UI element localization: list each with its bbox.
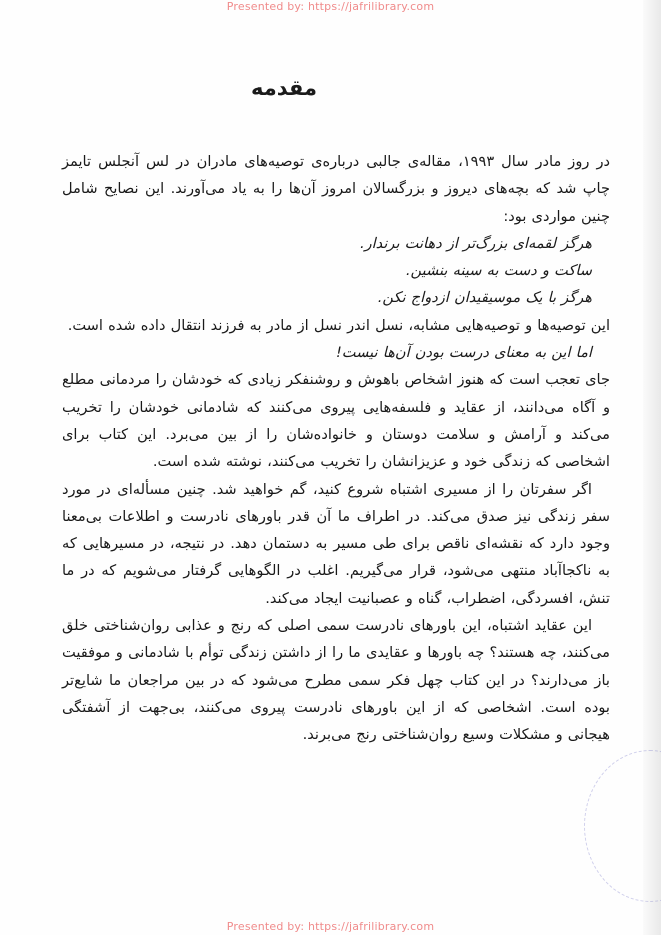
watermark-top[interactable]: Presented by: https://jafrilibrary.com bbox=[226, 0, 435, 13]
quote-3: هرگز با یک موسیقیدان ازدواج نکن. bbox=[377, 289, 592, 307]
body-text bbox=[62, 148, 610, 749]
paragraph-1: در روز مادر سال ۱۹۹۳، مقاله‌ی جالبی درباره‌ی توصیه‌های مادران در لس آنجلس تایمز چاپ شد که بچه‌های دیروز و بزرگسالان امروز آن‌ها را به یاد می‌آورند. این نصایح شامل چنین مواردی بود: bbox=[62, 153, 610, 225]
watermark-bottom[interactable]: Presented by: https://jafrilibrary.com bbox=[226, 920, 435, 933]
paragraph-4: اگر سفرتان را از مسیری اشتباه شروع کنید، گم خواهید شد. چنین مسأله‌ای در مورد سفر زندگی نیز صدق می‌کند. در اطراف ما آن قدر باورهای نادرست و اطلاعات بی‌معنا وجود دارد که نقشه‌ای ناقص برای طی مسیر به دستمان دهد. در نتیجه، در مسیرهایی که به ناکجاآباد منتهی می‌شود، قرار می‌گیریم. اغلب در الگوهایی گرفتار می‌شویم که در ما تنش، افسردگی، اضطراب، گناه و عصبانیت ایجاد می‌کند. bbox=[62, 480, 610, 607]
quote-1: هرگز لقمه‌ای بزرگ‌تر از دهانت برندار. bbox=[359, 234, 592, 252]
quote-2: ساکت و دست به سینه بنشین. bbox=[405, 262, 592, 280]
library-stamp-mark bbox=[584, 750, 661, 902]
paragraph-2: این توصیه‌ها و توصیه‌هایی مشابه، نسل اندر نسل از مادر به فرزند انتقال داده شده است. bbox=[67, 316, 610, 334]
paragraph-5: این عقاید اشتباه، این باورهای نادرست سمی اصلی که رنج و عذابی روان‌شناختی خلق می‌کنند، چه هستند؟ چه باورها و عقایدی ما را از داشتن زندگی توأم با شادمانی و موفقیت باز می‌دارند؟ در این کتاب چهل فکر سمی مطرح می‌شود که در بین مراجعان ما شایع‌تر بوده است. اشخاصی که از این باورهای نادرست پیروی می‌کنند، بی‌جهت از آشفتگی هیجانی و مشکلات وسیع روان‌شناختی رنج می‌برند. bbox=[62, 617, 610, 744]
paragraph-3: جای تعجب است که هنوز اشخاص باهوش و روشنفکر زیادی که خودشان را مردمانی مطلع و آگاه می‌دانند، از عقاید و فلسفه‌هایی پیروی می‌کنند که شادمانی خودشان را تخریب می‌کند و آرامش و سلامت دوستان و خانواده‌شان را از بین می‌برد. این کتاب برای اشخاصی که زندگی خود و عزیزانشان را تخریب می‌کنند، نوشته شده است. bbox=[62, 371, 610, 471]
quote-4: اما این به معنای درست بودن آن‌ها نیست! bbox=[335, 344, 592, 362]
page-title: مقدمه bbox=[251, 76, 317, 100]
